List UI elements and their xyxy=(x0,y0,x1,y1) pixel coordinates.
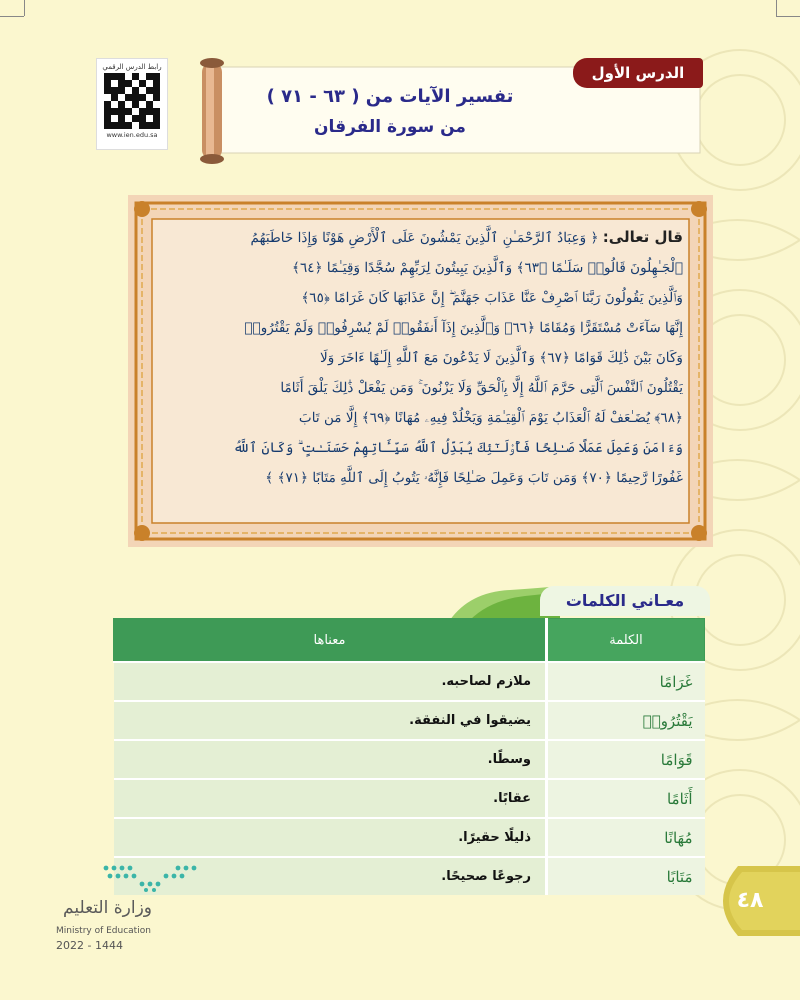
table-header-row xyxy=(114,619,705,663)
quran-verses xyxy=(158,222,683,520)
verse-line-7: ﴿٦٨﴾ يُضَـٰعَفْ لَهُ ٱلْعَذَابُ يَوْمَ ٱلْقِيَـٰمَةِ وَيَخْلُدْ فِيهِۦ مُهَانًا ﴿٦٩﴾ إِلَّا مَن تَابَ xyxy=(298,410,683,426)
ministry-name-english: Ministry of Education xyxy=(56,926,151,936)
verse-line-9: غَفُورًا رَّحِيمًا ﴿٧٠﴾ وَمَن تَابَ وَعَمِلَ صَـٰلِحًا فَإِنَّهُۥ يَتُوبُ إِلَى ٱللَّهِ مَتَابًا ﴿٧١﴾ ﴾ xyxy=(265,470,683,486)
meaning-cell: يضيقوا في النفقة. xyxy=(114,701,547,740)
verse-line-3: وَٱلَّذِينَ يَقُولُونَ رَبَّنَا ٱصْرِفْ عَنَّا عَذَابَ جَهَنَّمَ ۖ إِنَّ عَذَابَهَا كَانَ غَرَامًا ﴿٦٥﴾ xyxy=(301,290,683,306)
word-cell: أَثَامًا xyxy=(547,779,705,818)
column-header-meaning: معناها xyxy=(114,619,547,663)
page-number: ٤٨ xyxy=(736,888,764,913)
meaning-cell: وسطًا. xyxy=(114,740,547,779)
verse-text: ﴿ وَعِبَادُ ٱلرَّحْمَـٰنِ ٱلَّذِينَ يَمْشُونَ عَلَى ٱلْأَرْضِ هَوْنًا وَإِذَا خَاطَبَهُمُ xyxy=(250,230,599,246)
qr-code-icon xyxy=(104,73,160,129)
lesson-title: تفسير الآيات من ( ٦٣ - ٧١ ) xyxy=(266,86,514,107)
crop-mark xyxy=(24,0,25,16)
crop-mark xyxy=(0,16,24,17)
ministry-logo xyxy=(56,862,206,962)
table-row xyxy=(114,740,705,779)
meanings-table xyxy=(113,618,705,895)
verse-line-5: وَكَانَ بَيْنَ ذَٰلِكَ قَوَامًا ﴿٦٧﴾ وَٱلَّذِينَ لَا يَدْعُونَ مَعَ ٱللَّهِ إِلَـٰهًا ءَاخَرَ وَلَا xyxy=(319,350,683,366)
word-cell: مَتَابًا xyxy=(547,857,705,895)
lesson-subtitle: من سورة الفرقان xyxy=(314,117,466,137)
ministry-name-arabic: وزارة التعليم xyxy=(63,898,152,918)
verse-line-4: إِنَّهَا سَآءَتْ مُسْتَقَرًّا وَمُقَامًا ﴿٦٦﴾ وَٱلَّذِينَ إِذَآ أَنفَقُوا۟ لَمْ يُسْرِفُوا۟ وَلَمْ يَقْتُرُوا۟ xyxy=(244,320,683,336)
crop-mark xyxy=(776,16,800,17)
lesson-badge: الدرس الأول xyxy=(573,58,703,88)
verse-intro: قال تعالى: xyxy=(602,228,683,246)
meaning-cell: رجوعًا صحيحًا. xyxy=(114,857,547,895)
table-row xyxy=(114,701,705,740)
word-cell: مُهَانًا xyxy=(547,818,705,857)
meanings-section-title: معـاني الكلمات xyxy=(540,586,710,616)
qr-url[interactable]: www.ien.edu.sa xyxy=(106,131,158,139)
verse-line-2: ٱلْجَـٰهِلُونَ قَالُوا۟ سَلَـٰمًا ﴿٦٣﴾ وَٱلَّذِينَ يَبِيتُونَ لِرَبِّهِمْ سُجَّدًا وَقِيَـٰمًا ﴿٦٤﴾ xyxy=(292,260,683,276)
ministry-logo-icon xyxy=(100,862,200,894)
table-row xyxy=(114,779,705,818)
column-header-word: الكلمة xyxy=(547,619,705,663)
academic-year: 2022 - 1444 xyxy=(56,939,123,952)
word-cell: قَوَامًا xyxy=(547,740,705,779)
meaning-cell: عقابًا. xyxy=(114,779,547,818)
verse-line-6: يَقْتُلُونَ ٱلنَّفْسَ ٱلَّتِى حَرَّمَ ٱللَّهُ إِلَّا بِٱلْحَقِّ وَلَا يَزْنُونَ ۚ وَمَن يَفْعَلْ ذَٰلِكَ يَلْقَ أَثَامًا xyxy=(280,380,683,396)
meaning-cell: ذليلًا حقيرًا. xyxy=(114,818,547,857)
crop-mark xyxy=(776,0,777,16)
word-cell: غَرَامًا xyxy=(547,662,705,701)
table-row xyxy=(114,662,705,701)
table-row xyxy=(114,818,705,857)
meaning-cell: ملازم لصاحبه. xyxy=(114,662,547,701)
word-cell: يَقْتُرُوا۟ xyxy=(547,701,705,740)
verse-line-8: وَءَامَنَ وَعَمِلَ عَمَلًا صَـٰلِحًا فَأُو۟لَـٰٓئِكَ يُبَدِّلُ ٱللَّهُ سَيِّـَٔاتِهِمْ حَسَنَـٰتٍ ۗ وَكَانَ ٱللَّهُ xyxy=(233,440,683,456)
qr-caption: رابط الدرس الرقمي xyxy=(102,63,162,71)
verse-line-1 xyxy=(158,222,683,253)
qr-code-card[interactable] xyxy=(96,58,168,150)
